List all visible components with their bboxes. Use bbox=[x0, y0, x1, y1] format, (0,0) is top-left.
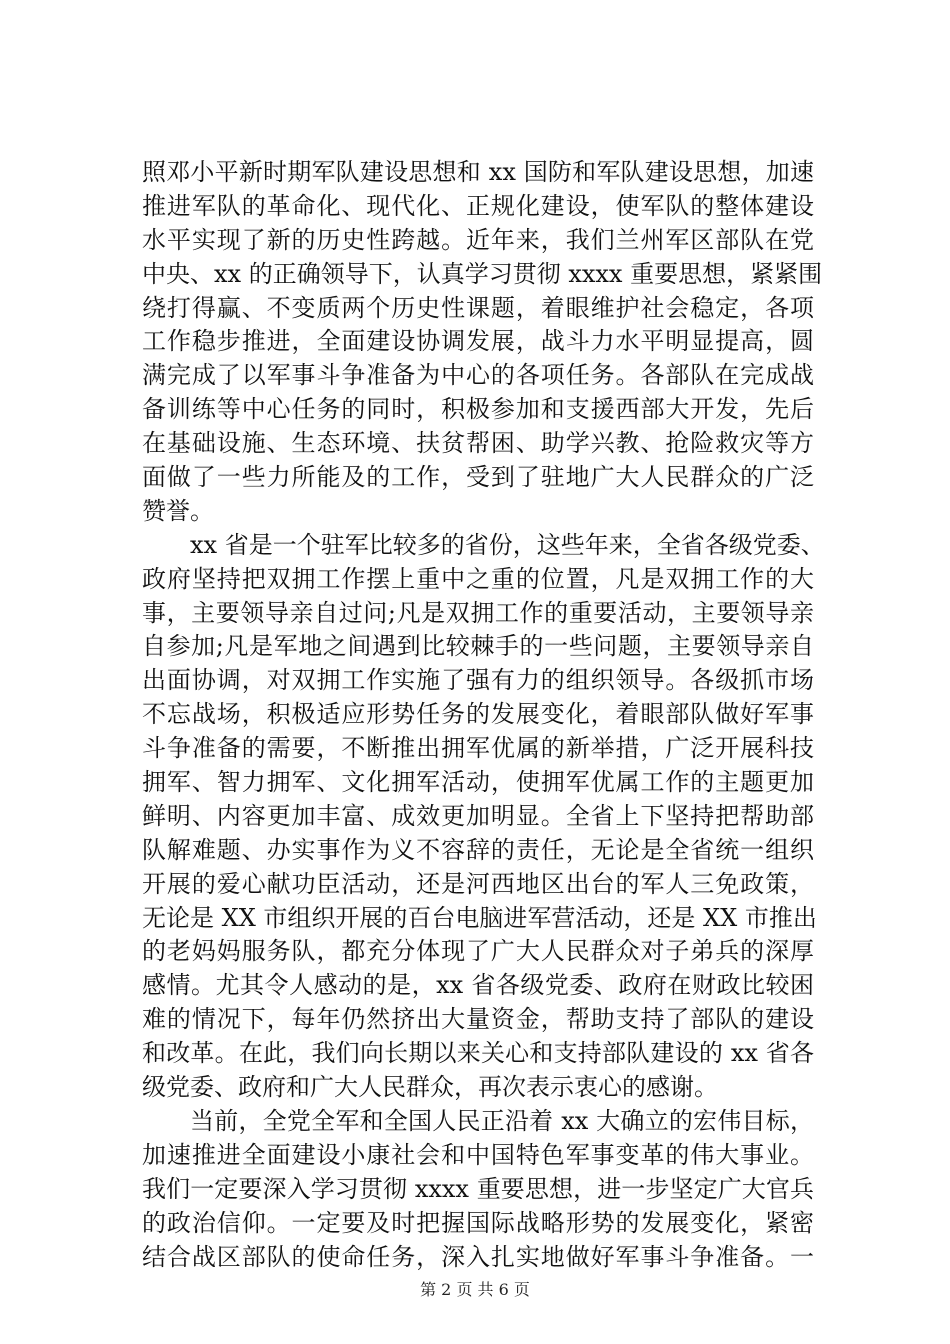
text-line: 我们一定要深入学习贯彻 xxxx 重要思想，进一步坚定广大官兵 bbox=[142, 1174, 814, 1203]
text-line: 不忘战场，积极适应形势任务的发展变化，着眼部队做好军事 bbox=[142, 700, 814, 729]
text-line: 队解难题、办实事作为义不容辞的责任，无论是全省统一组织 bbox=[142, 835, 814, 864]
text-line: 斗争准备的需要，不断推出拥军优属的新举措，广泛开展科技 bbox=[142, 734, 814, 763]
text-line: 推进军队的革命化、现代化、正规化建设，使军队的整体建设 bbox=[142, 191, 814, 220]
text-line: 拥军、智力拥军、文化拥军活动，使拥军优属工作的主题更加 bbox=[142, 768, 814, 797]
text-line: 水平实现了新的历史性跨越。近年来，我们兰州军区部队在党 bbox=[142, 225, 814, 254]
page-number-label: 第 2 页 共 6 页 bbox=[420, 1280, 530, 1299]
text-line: 在基础设施、生态环境、扶贫帮困、助学兴教、抢险救灾等方 bbox=[142, 429, 814, 458]
text-line: 自参加;凡是军地之间遇到比较棘手的一些问题，主要领导亲自 bbox=[142, 632, 814, 661]
text-line: 当前，全党全军和全国人民正沿着 xx 大确立的宏伟目标， bbox=[190, 1106, 814, 1135]
text-line: 难的情况下，每年仍然挤出大量资金，帮助支持了部队的建设 bbox=[142, 1005, 814, 1034]
text-line: 满完成了以军事斗争准备为中心的各项任务。各部队在完成战 bbox=[142, 361, 814, 390]
text-line: xx 省是一个驻军比较多的省份，这些年来，全省各级党委、 bbox=[190, 530, 825, 559]
text-line: 结合战区部队的使命任务，深入扎实地做好军事斗争准备。一 bbox=[142, 1242, 814, 1271]
text-line: 面做了一些力所能及的工作，受到了驻地广大人民群众的广泛 bbox=[142, 463, 814, 492]
text-line: 的老妈妈服务队，都充分体现了广大人民群众对子弟兵的深厚 bbox=[142, 937, 814, 966]
text-line: 事，主要领导亲自过问;凡是双拥工作的重要活动，主要领导亲 bbox=[142, 598, 814, 627]
text-line: 和改革。在此，我们向长期以来关心和支持部队建设的 xx 省各 bbox=[142, 1039, 814, 1068]
body-text bbox=[142, 156, 825, 1274]
paragraph-1 bbox=[142, 156, 823, 529]
text-line: 感情。尤其令人感动的是，xx 省各级党委、政府在财政比较困 bbox=[142, 971, 814, 1000]
text-line: 政府坚持把双拥工作摆上重中之重的位置，凡是双拥工作的大 bbox=[142, 564, 814, 593]
text-line: 工作稳步推进，全面建设协调发展，战斗力水平明显提高，圆 bbox=[142, 327, 814, 356]
text-line: 鲜明、内容更加丰富、成效更加明显。全省上下坚持把帮助部 bbox=[142, 801, 814, 830]
text-line: 出面协调，对双拥工作实施了强有力的组织领导。各级抓市场 bbox=[142, 666, 814, 695]
text-line: 赞誉。 bbox=[142, 496, 214, 525]
text-line: 无论是 XX 市组织开展的百台电脑进军营活动，还是 XX 市推出 bbox=[142, 903, 817, 932]
text-line: 绕打得赢、不变质两个历史性课题，着眼维护社会稳定，各项 bbox=[142, 293, 814, 322]
paragraph-2 bbox=[142, 529, 825, 1105]
text-line: 级党委、政府和广大人民群众，再次表示衷心的感谢。 bbox=[142, 1073, 718, 1102]
text-line: 中央、xx 的正确领导下，认真学习贯彻 xxxx 重要思想，紧紧围 bbox=[142, 259, 823, 288]
text-line: 的政治信仰。一定要及时把握国际战略形势的发展变化，紧密 bbox=[142, 1208, 814, 1237]
paragraph-3 bbox=[142, 1105, 814, 1274]
text-line: 加速推进全面建设小康社会和中国特色军事变革的伟大事业。 bbox=[142, 1140, 814, 1169]
text-line: 照邓小平新时期军队建设思想和 xx 国防和军队建设思想，加速 bbox=[142, 158, 814, 186]
text-line: 备训练等中心任务的同时，积极参加和支援西部大开发，先后 bbox=[142, 395, 814, 424]
text-line: 开展的爱心献功臣活动，还是河西地区出台的军人三免政策， bbox=[142, 869, 814, 898]
page-footer bbox=[0, 1280, 950, 1300]
